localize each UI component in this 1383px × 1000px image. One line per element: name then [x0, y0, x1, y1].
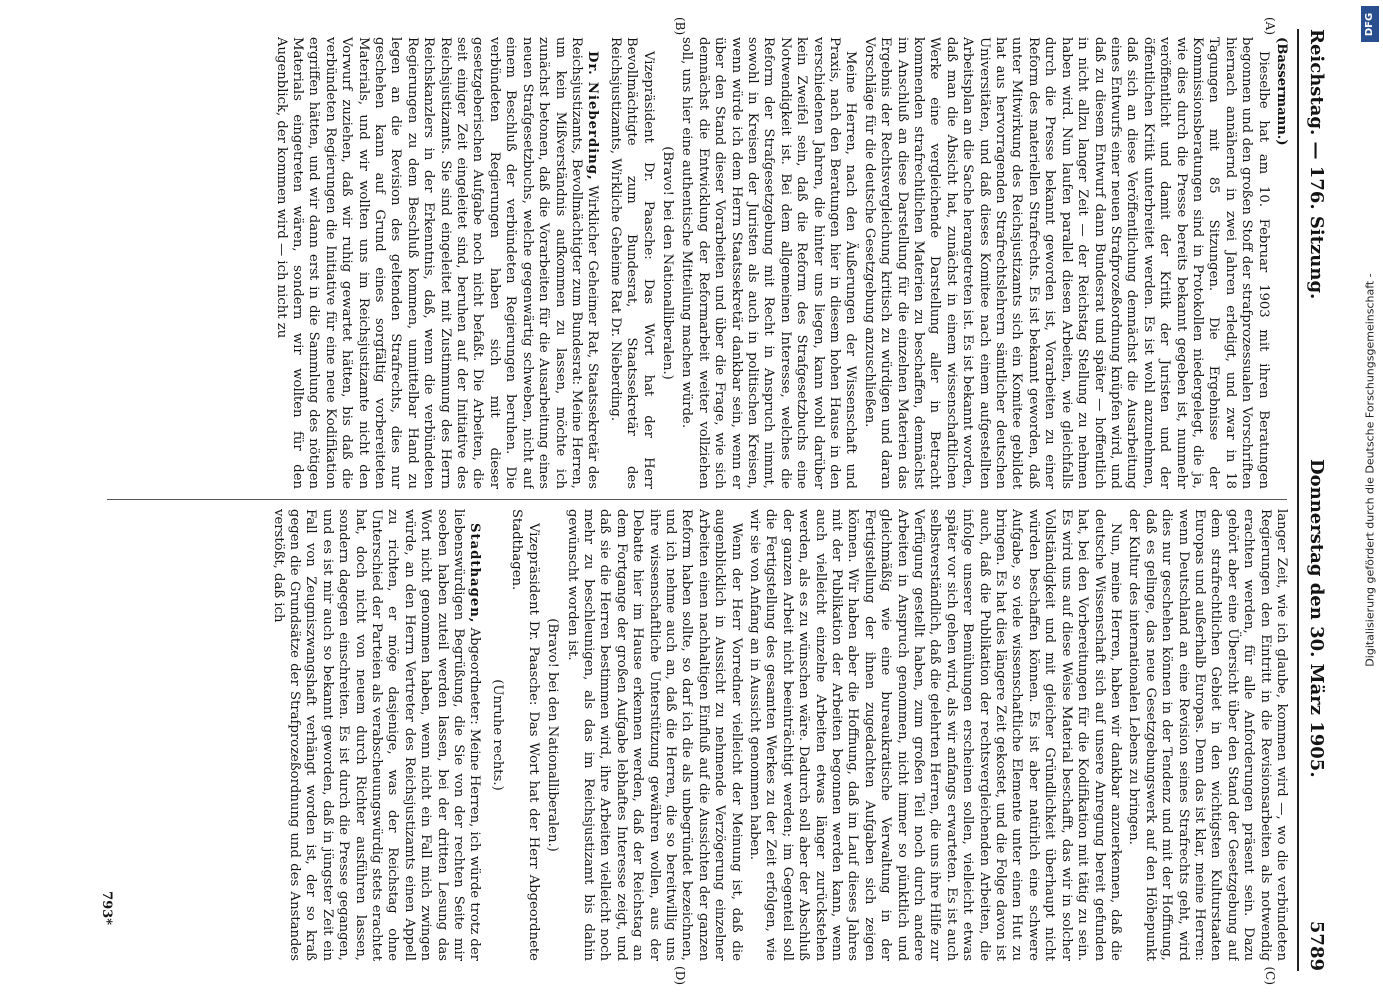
dfg-logo: DFG [1361, 6, 1379, 42]
applause-note: (Bravo! bei den Nationalliberalen.) [544, 618, 560, 852]
session-date: Donnerstag den 30. März 1905. [1305, 459, 1327, 778]
speaker-tag: (Bassermann.) [1273, 37, 1289, 146]
page-header [1297, 29, 1329, 971]
paragraph: Dieselbe hat am 10. Februar 1903 mit ihren Beratungen begonnen und den großen Stoff der strafprozessualen Vorschriften hiernach annähernd in zwei Jahren erledigt, und zwar in 18 Tagungen mit 85 Sitzungen. Die Ergebnisse der Kommissionsberatungen sind in Protokollen niedergelegt, die ja, wie dies durch die Presse bereits bekannt gegeben ist, nunmehr veröffentlicht und damit der Kritik der Juristen und der öffentlichen Kritik unterbreitet werden. Es ist wohl anzunehmen, daß sich an diese Veröffentlichung demnächst die Ausarbeitung eines Entwurfs einer neuen Strafprozeßordnung knüpfen wird, und daß zu diesem Entwurf dann Bundesrat und später — hoffentlich in nicht allzu langer Zeit — der Reichstag Stellung zu nehmen haben wird. Nun laufen parallel diesen Arbeiten, wie gleichfalls durch die Presse bekannt geworden ist, Vorarbeiten zu einer Reform des materiellen Strafrechts. Es ist bekannt geworden, daß unter Mitwirkung des Reichsjustizamts sich ein Komitee gebildet hat aus hervorragenden Strafrechtslehrern sämtlicher deutschen Universitäten, und daß dieses Komitee nach einem aufgestellten Arbeitsplan an die Sache herangetreten ist. Es ist bekannt worden, daß man die Absicht hat, zunächst in einem wissenschaftlichen Werke eine vergleichende Darstellung aller in Betracht kommenden strafrechtlichen Materien zu beschaffen, demnächst im Anschluß an diese Darstellung für die einzelnen Materien das Ergebnis der Rechtsvergleichung kritisch zu würdigen und daran Vorschläge für die deutsche Gesetzgebung anzuschließen. [861, 37, 1271, 489]
speaker-name: Dr. Nieberding, [584, 51, 600, 181]
margin-mark-a: (A) [1262, 17, 1277, 36]
paragraph: Vizepräsident Dr. Paasche: Das Wort hat der Herr Abgeordnete Stadthagen. [508, 509, 541, 961]
unrest-note: (Unruhe rechts.) [489, 679, 505, 791]
column-divider [107, 499, 1287, 500]
right-text-column [104, 509, 1289, 961]
credit-text: Digitalisierung gefördert durch die Deutsche Forschungsgemeinschaft - [1363, 273, 1377, 667]
paragraph: Vizepräsident Dr. Paasche: Das Wort hat der Herr Bevollmächtigte zum Bundesrat, Staatssekretär des Reichsjustizamts, Wirkliche Geheime Rat Dr. Nieberding. [607, 37, 656, 489]
left-text-column [104, 37, 1289, 489]
speech-text: Wirklicher Geheimer Rat, Staatssekretär des Reichsjustizamts, Bevollmächtigter zum Bundesrat: Meine Herren, um kein Mißverständnis aufkommen zu lassen, möchte ich zunächst betonen, daß die Vorarbeiten für die Ausarbeitung eines neuen Strafgesetzbuchs, welche gegenwärtig schweben, nicht auf einem Beschluß der verbündeten Regierungen beruhen. Die verbündeten Regierungen haben sich mit dieser gesetzgeberischen Aufgabe noch nicht befaßt. Die Arbeiten, die seit einiger Zeit eingeleitet sind, beruhen auf der Initiative des Reichsjustizamts. Sie sind eingeleitet mit Zustimmung des Herrn Reichskanzlers in der Erkenntnis, daß, wenn die verbündeten Regierungen zu dem Beschluß kommen, unmittelbar Hand zu legen an die Revision des geltenden Strafrechts, dies nur geschehen kann auf Grund eines sorgfältig vorbereiteten Materials, und wir wollten uns im Reichsjustizamte nicht den Vorwurf zuziehen, daß wir ruhig gewartet hätten, bis daß die verbündeten Regierungen die Initiative für eine neue Kodifikation ergriffen hätten, und wir dann erst in die Sammlung des nötigen Materials eingetreten wären, sondern wir wollten für den Augenblick, der kommen wird — ich nicht zu [273, 37, 600, 489]
speech-text: Abgeordneter: Meine Herren, ich würde trotz der liebenswürdigen Begrüßung, die Sie von der rechten Seite mir soeben haben zuteil werden lassen, bei der dritten Lesung das Wort nicht genommen haben, wenn nicht ein Fall mich zwingen würde, an den Herrn Vertreter des Reichsjustizamts einen Appell zu richten, er möge dasjenige, was der Reichstag ohne Unterschied der Parteien als verabscheuungswürdig stets erachtet hat, doch nicht von neuem durch Richter ausführen lassen, sondern dagegen einschreiten. Es ist durch die Presse gegangen, und es ist mir auch so bekannt geworden, daß in jüngster Zeit ein Fall von Zeugniszwangshaft verhängt worden ist, der so kraß gegen die Grundsätze der Strafprozeßordnung und des Anstandes verstößt, daß ich [270, 509, 482, 961]
speaker-name: Stadthagen, [467, 523, 482, 624]
page-number: 5789 [1305, 920, 1327, 971]
paragraph: Meine Herren, nach den Äußerungen der Wissenschaft und Praxis, nach den Beratungen hier in diesem hohen Hause in den verschiedenen Jahren, die hinter uns liegen, kann wohl darüber kein Zweifel sein, daß die Reform des Strafgesetzbuchs eine Notwendigkeit ist. Bei dem allgemeinen Interesse, welches die Reform der Strafgesetzgebung mit Recht in Anspruch nimmt, sowohl in Kreisen der Juristen als auch in politischen Kreisen, wenn würde ich dem Herrn Staatssekretär dankbar sein, wenn er über den Stand dieser Vorarbeiten und über die Frage, wie sich demnächst die Entwicklung der Reformarbeit weiter vollziehen soll, uns hier eine authentische Mitteilung machen würde. [678, 37, 858, 489]
speaker-paragraph [269, 509, 482, 961]
signature-mark: 793* [98, 891, 114, 925]
paragraph: Wenn der Herr Vorredner vielleicht der Meinung ist, daß die augenblicklich in Aussicht zu nehmende Verzögerung einzelner Arbeiten einen nachhaltigen Einfluß auf die Aussichten der ganzen Reform haben sollte, so darf ich die als unbegründet bezeichnen, und ich nehme auch an, daß die Herren, die so bereitwillig uns ihre wissenschaftliche Unterstützung gewähren wollen, aus der Debatte hier im Hause erkennen werden, daß der Reichstag an dem Fortgange der großen Aufgabe lebhaftes Interesse zeigt, und daß sie die Herren bestimmen wird, ihre Arbeiten vielleicht noch mehr zu beschleunigen, als das im Reichsjustizamt bis dahin gewünscht worden ist. [564, 509, 744, 961]
rotated-document-page [37, 15, 1347, 985]
paragraph: langer Zeit, wie ich glaube, kommen wird —, wo die verbündeten Regierungen den Eintritt in die Revisionsarbeiten als notwendig erachten werden, für alle Anforderungen präsent sein. Dazu gehört aber eine Übersicht über den Stand der Gesetzgebung auf dem strafrechtlichen Gebiet in den wichtigsten Kulturstaaten Europas und außerhalb Europas. Denn das ist klar, meine Herren: wenn Deutschland an eine Revision seines Strafrechts geht, wird dies nur geschehen können in der Tendenz und mit der Hoffnung, daß es gelinge, das neue Gesetzgebungswerk auf den Höhepunkt der Kultur des internationalen Lebens zu bringen. [1125, 509, 1289, 961]
speaker-paragraph [272, 37, 600, 489]
margin-mark-b: (B) [672, 17, 687, 36]
digitization-credit [1358, 0, 1382, 1000]
paragraph: Nun, meine Herren, haben wir dankbar anzuerkennen, daß die deutsche Wissenschaft sich auf unsere Anregung bereit gefunden hat, bei den Vorbereitungen für die Kodifikation mit tätig zu sein. Es wird uns auf diese Weise Material beschafft, das wir in solcher Vollständigkeit und mit gleicher Gründlichkeit überhaupt nicht würden beschaffen können. Es ist aber natürlich eine schwere Aufgabe, so viele wissenschaftliche Elemente unter einen Hut zu bringen. Es hat dies längere Zeit gekostet, und die Folge davon ist auch, daß die Publikation der rechtsvergleichenden Arbeiten, die infolge unserer Bemühungen erscheinen sollen, vielleicht etwas später vor sich gehen wird, als wir anfangs erwarteten. Es ist auch selbstverständlich, daß die gelehrten Herren, die uns ihre Hilfe zur Verfügung gestellt haben, zum großen Teil noch durch andere Arbeiten in Anspruch genommen, nicht immer so pünktlich und gleichmäßig wie eine bureaukratische Verwaltung in der Fertigstellung der ihnen zugedachten Aufgaben sich zeigen können. Wir haben aber die Hoffnung, daß im Lauf dieses Jahres mit der Publikation der Arbeiten begonnen werden kann, wenn auch vielleicht einzelne Arbeiten etwas länger zurückstehen werden, als es zu wünschen wäre. Dadurch soll aber der Abschluß der ganzen Arbeit nicht beeinträchtigt werden; im Gegenteil soll die Fertigstellung des gesamten Werkes zu der Zeit erfolgen, wie wir sie von Anfang an in Aussicht genommen haben. [746, 509, 1123, 961]
margin-mark-c: (C) [1262, 966, 1277, 985]
running-head: Reichstag. — 176. Sitzung. [1305, 29, 1327, 300]
margin-mark-d: (D) [672, 966, 687, 985]
applause-note: (Bravo! bei den Nationalliberalen.) [659, 146, 675, 380]
